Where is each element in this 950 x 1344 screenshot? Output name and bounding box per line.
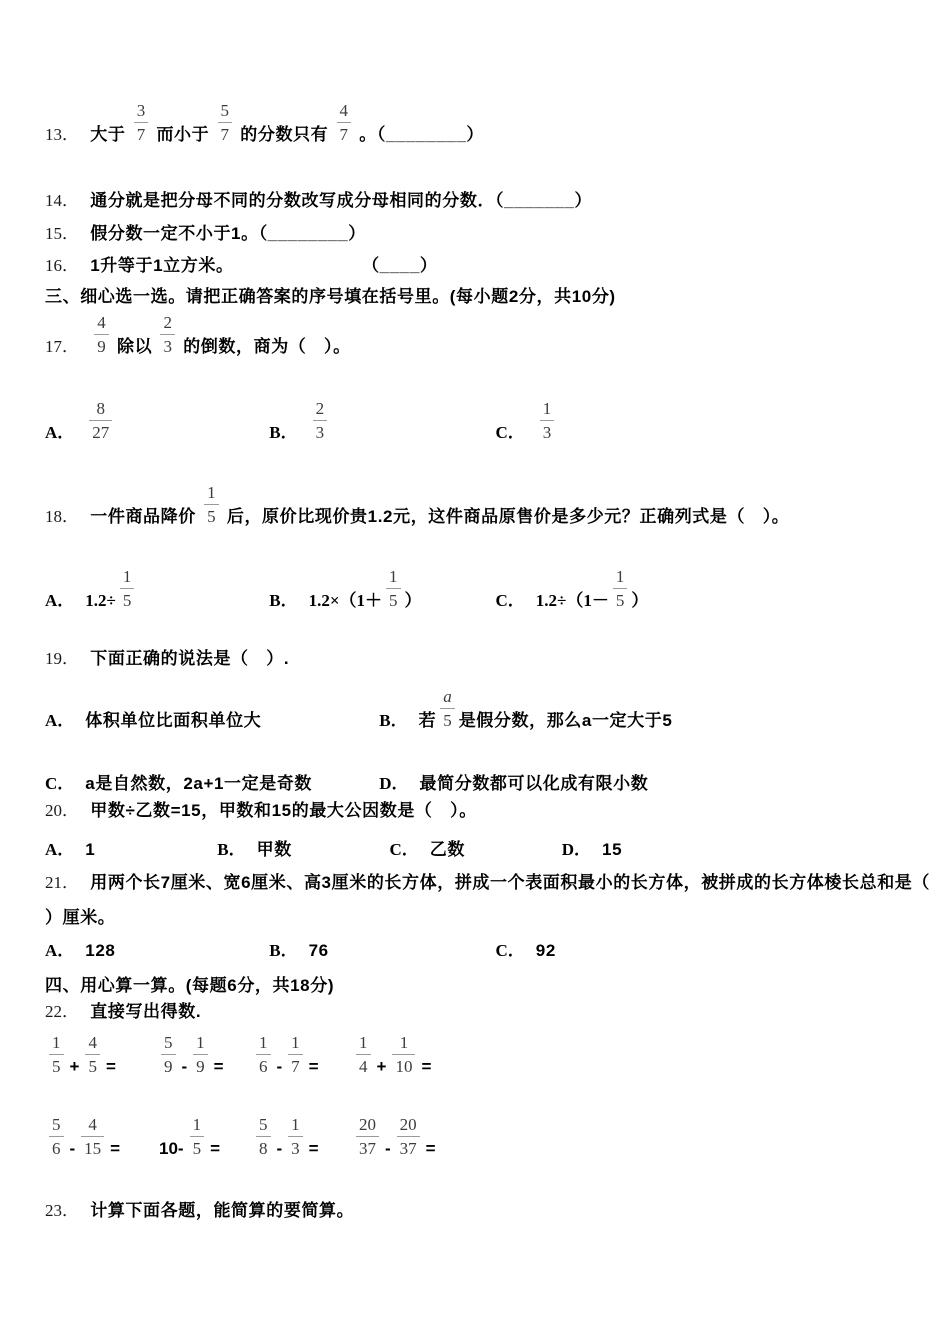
question-21-options [45,936,556,961]
answer-blank: （____） [362,256,438,275]
fraction-numerator: 8 [96,399,106,418]
option-B [269,936,491,961]
option-D [379,769,648,794]
fraction-denominator: 8 [256,1136,271,1157]
fraction [218,102,233,143]
question-17 [45,314,351,357]
fraction-denominator: 4 [356,1054,371,1075]
fraction-denominator: 3 [313,420,328,441]
option-A [45,568,265,611]
fraction [49,1116,64,1157]
question-text: 除以 [117,337,153,356]
fraction-numerator: 1 [389,567,398,586]
math-expression: 1.2÷ [85,591,116,610]
question-text: 一件商品降价 [90,507,196,526]
fraction [134,102,149,143]
fraction [540,400,555,441]
fraction-denominator: 37 [397,1136,420,1157]
option-text: 128 [85,941,116,960]
fraction-denominator: 37 [356,1136,379,1157]
fraction-denominator: 5 [49,1054,64,1075]
fraction-numerator: 1 [291,1033,300,1052]
fraction-denominator: 3 [540,420,555,441]
fraction [613,568,628,609]
question-text: 后，原价比现价贵1.2元，这件商品原售价是多少元？正确列式是（ ）。 [226,507,790,526]
math-operator: - [276,1139,283,1158]
option-C [45,769,375,794]
option-letter: C． [495,941,525,960]
fraction-denominator: 7 [288,1054,303,1075]
fraction-numerator: 5 [259,1115,268,1134]
fraction-numerator: 4 [88,1033,97,1052]
fraction-numerator: 1 [291,1115,300,1134]
question-text: 计算下面各题，能简算的要简算。 [90,1201,355,1220]
question-16 [45,251,437,276]
fraction [85,1034,100,1075]
fraction-numerator: 1 [615,567,625,586]
option-letter: B． [379,711,408,730]
question-text: 大于 [90,125,126,144]
fraction-numerator: 5 [52,1115,61,1134]
question-20-options [45,835,622,860]
calc-row-1 [45,1034,433,1077]
fraction-numerator: 1 [259,1033,268,1052]
option-text: 是假分数，那么a一定大于5 [458,711,673,730]
fraction [386,568,401,609]
fraction-numerator: 2 [315,399,325,418]
fraction [337,102,352,143]
option-letter: B． [269,941,298,960]
fraction-denominator: 5 [440,708,455,729]
fraction [190,1116,205,1157]
math-operator: = [421,1057,432,1076]
question-19-options-cd [45,769,648,794]
fraction [193,1034,208,1075]
fraction-denominator: 9 [94,334,109,355]
calc-expression [157,1034,252,1077]
math-operator: - [181,1057,188,1076]
question-text: 直接写出得数. [90,1002,202,1021]
math-operator: = [110,1139,121,1158]
calc-expression [45,1034,157,1077]
fraction-denominator: 6 [256,1054,271,1075]
option-B [379,688,672,731]
option-text: 15 [602,840,623,859]
fraction [356,1116,379,1157]
option-letter: A． [45,423,75,442]
fraction-numerator: 20 [359,1115,376,1134]
question-17-options [45,400,558,443]
fraction [440,688,455,729]
question-number: 14． [45,191,79,210]
question-text: ）厘米。 [45,908,116,927]
question-15 [45,219,366,244]
math-expression: ） [404,591,422,610]
math-operator: = [308,1139,319,1158]
fraction [288,1034,303,1075]
question-number: 23． [45,1201,79,1220]
question-text: 1升等于1立方米。 [90,256,234,275]
option-letter: B． [269,591,298,610]
fraction [120,568,135,609]
fraction-denominator: 10 [392,1054,415,1075]
question-13 [45,102,484,145]
option-text: a是自然数，2a+1一定是奇数 [85,774,313,793]
calc-row-2 [45,1116,438,1159]
fraction [49,1034,64,1075]
option-A [45,835,213,860]
question-14 [45,186,592,211]
option-C [496,568,649,611]
calc-expression [157,1116,252,1159]
option-text: 最简分数都可以化成有限小数 [419,774,649,793]
question-number: 16． [45,256,79,275]
fraction-denominator: 6 [49,1136,64,1157]
fraction-denominator: 5 [190,1136,205,1157]
option-A [45,706,375,731]
fraction-numerator: 1 [542,399,552,418]
question-number: 19． [45,649,79,668]
math-operator: - [69,1139,76,1158]
fraction-numerator: 3 [136,101,146,120]
fraction-denominator: 7 [134,122,149,143]
fraction [161,1034,176,1075]
question-text: 通分就是把分母不同的分数改写成分母相同的分数．（_______） [90,191,593,210]
question-text: 而小于 [156,125,210,144]
question-22 [45,997,201,1022]
math-operator: - [385,1139,391,1158]
fraction [313,400,328,441]
option-text: 92 [535,941,556,960]
math-operator: = [213,1057,224,1076]
fraction-numerator: 4 [88,1115,97,1134]
fraction-numerator: 1 [207,483,216,502]
option-C [390,835,558,860]
answer-blank: 。（________） [359,125,485,144]
fraction [356,1034,371,1075]
question-20 [45,796,477,821]
fraction-denominator: 3 [288,1136,303,1157]
calc-expression [352,1116,438,1159]
fraction-denominator: 7 [218,122,233,143]
question-18-options [45,568,648,611]
option-text: 体积单位比面积单位大 [85,711,262,730]
option-letter: A． [45,591,75,610]
fraction-denominator: 7 [337,122,352,143]
math-expression: 1.2÷（1－ [535,591,609,610]
section-title: 三、细心选一选。请把正确答案的序号填在括号里。(每小题2分，共10分) [45,287,616,306]
question-number: 15． [45,224,79,243]
option-B [269,400,491,443]
fraction-denominator: 27 [89,420,112,441]
option-letter: C． [495,591,525,610]
option-letter: C． [45,774,75,793]
section-four-header [45,971,334,996]
question-19 [45,644,289,669]
question-text: 甲数÷乙数=15，甲数和15的最大公因数是（ ）。 [90,801,477,820]
option-text: 1 [85,840,96,859]
fraction [89,400,112,441]
section-title: 四、用心算一算。(每题6分，共18分) [45,976,335,995]
fraction-denominator: 3 [160,334,175,355]
option-letter: C． [495,423,525,442]
question-number: 17． [45,337,79,356]
question-number: 22． [45,1002,79,1021]
question-18 [45,484,789,527]
fraction-denominator: 15 [81,1136,104,1157]
fraction-numerator: 1 [196,1033,205,1052]
option-B [217,835,385,860]
fraction [94,314,109,355]
math-operator: 10- [159,1139,184,1158]
option-A [45,936,265,961]
question-text: 的倒数，商为（ ）。 [183,337,351,356]
fraction-denominator: 9 [193,1054,208,1075]
fraction [204,484,219,525]
option-text: 若 [418,711,437,730]
math-operator: = [308,1057,319,1076]
option-text: 甲数 [256,840,292,859]
section-three-header [45,282,616,307]
question-21-line1 [45,868,930,893]
fraction [81,1116,104,1157]
option-letter: D． [379,774,409,793]
fraction-denominator: 5 [85,1054,100,1075]
question-text: 的分数只有 [240,125,329,144]
fraction [288,1116,303,1157]
option-letter: B． [217,840,246,859]
calc-expression [352,1034,433,1077]
question-21-line2 [45,903,115,928]
fraction-numerator: 1 [399,1033,409,1052]
fraction [256,1034,271,1075]
calc-expression [252,1116,352,1159]
math-operator: + [376,1057,387,1076]
option-D [562,835,622,860]
fraction-denominator: 9 [161,1054,176,1075]
fraction-numerator: 1 [192,1115,202,1134]
question-text: 用两个长7厘米、宽6厘米、高3厘米的长方体，拼成一个表面积最小的长方体，被拼成的长方体棱长总和是（ [90,873,931,892]
fraction-numerator: 4 [339,101,349,120]
fraction-denominator: 5 [204,504,219,525]
fraction-numerator: 1 [52,1033,61,1052]
option-text: 76 [308,941,329,960]
fraction-numerator: 1 [122,567,132,586]
option-letter: A． [45,711,75,730]
math-operator: = [425,1139,436,1158]
option-text: 乙数 [429,840,465,859]
math-operator: = [210,1139,221,1158]
fraction-numerator: 2 [163,313,172,332]
math-expression: 1.2×（1＋ [308,591,383,610]
question-19-options-ab [45,688,672,731]
fraction-numerator: 5 [164,1033,173,1052]
math-operator: = [105,1057,116,1076]
option-letter: A． [45,941,75,960]
option-C [496,400,559,443]
option-letter: C． [389,840,419,859]
fraction-denominator: 5 [120,588,135,609]
option-A [45,400,265,443]
option-letter: D． [561,840,592,859]
fraction [392,1034,415,1075]
question-number: 20． [45,801,79,820]
fraction [160,314,175,355]
math-expression: ） [631,591,649,610]
question-text: 下面正确的说法是（ ）. [90,649,290,668]
question-number: 21． [45,873,79,892]
option-B [269,568,491,611]
question-text: 假分数一定不小于1。（________） [90,224,366,243]
math-operator: + [69,1057,80,1076]
fraction-denominator: 5 [386,588,401,609]
fraction-denominator: 5 [613,588,628,609]
fraction-numerator: 20 [399,1115,417,1134]
calc-expression [252,1034,352,1077]
math-operator: - [276,1057,283,1076]
fraction-numerator: a [443,687,452,706]
option-C [496,936,556,961]
fraction [256,1116,271,1157]
question-number: 13． [45,125,79,144]
fraction-numerator: 1 [359,1033,368,1052]
question-23 [45,1196,354,1221]
calc-expression [45,1116,157,1159]
fraction [397,1116,420,1157]
question-number: 18． [45,507,79,526]
option-letter: A． [45,840,75,859]
fraction-numerator: 5 [220,101,230,120]
option-letter: B． [269,423,298,442]
fraction-numerator: 4 [97,313,106,332]
